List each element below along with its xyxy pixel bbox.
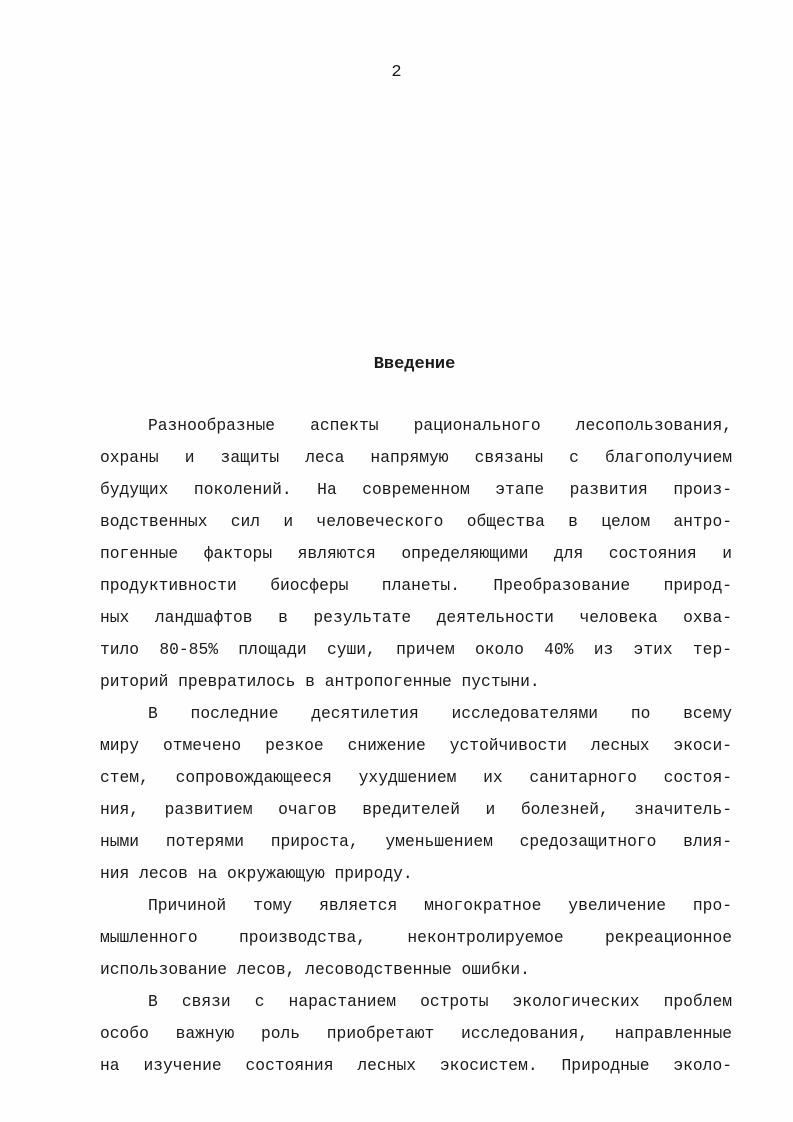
text-line: риторий превратилось в антропогенные пустыни. xyxy=(100,672,540,691)
text-line: ных ландшафтов в результате деятельности человека охва- xyxy=(100,608,732,627)
text-line: В последние десятилетия исследователями по всему xyxy=(148,704,732,723)
text-line: на изучение состояния лесных экосистем. Природные эколо- xyxy=(100,1056,732,1075)
text-line: погенные факторы являются определяющими для состояния и xyxy=(100,544,732,563)
text-line: использование лесов, лесоводственные ошибки. xyxy=(100,960,530,979)
page-number: 2 xyxy=(391,63,402,82)
text-line: тило 80-85% площади суши, причем около 40% из этих тер- xyxy=(100,640,732,659)
text-line: водственных сил и человеческого общества в целом антро- xyxy=(100,512,732,531)
text-line: Разнообразные аспекты рационального лесопользования, xyxy=(148,416,732,435)
text-line: ными потерями прироста, уменьшением средозащитного влия- xyxy=(100,832,732,851)
text-line: охраны и защиты леса напрямую связаны с благополучием xyxy=(100,448,732,467)
text-line: В связи с нарастанием остроты экологических проблем xyxy=(148,992,732,1011)
text-line: стем, сопровождающееся ухудшением их санитарного состоя- xyxy=(100,768,732,787)
section-heading: Введение xyxy=(373,355,456,374)
text-line: Причиной тому является многократное увеличение про- xyxy=(148,896,732,915)
text-line: мышленного производства, неконтролируемое рекреационное xyxy=(100,928,732,947)
text-line: миру отмечено резкое снижение устойчивости лесных экоси- xyxy=(100,736,732,755)
text-line: будущих поколений. На современном этапе развития произ- xyxy=(100,480,732,499)
text-line: ния, развитием очагов вредителей и болезней, значитель- xyxy=(100,800,732,819)
text-line: ния лесов на окружающую природу. xyxy=(100,864,413,883)
text-line: особо важную роль приобретают исследования, направленные xyxy=(100,1024,732,1043)
text-line: продуктивности биосферы планеты. Преобразование природ- xyxy=(100,576,732,595)
